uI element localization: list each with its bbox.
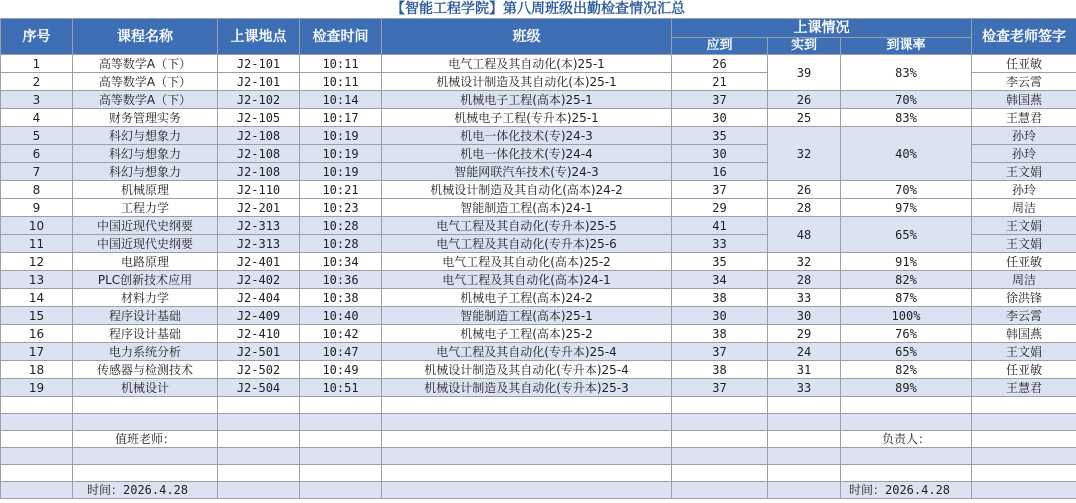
blank-cell [768, 414, 841, 431]
cell-seq: 18 [1, 361, 73, 379]
cell-course: 科幻与想象力 [73, 127, 218, 145]
cell-class: 机电一体化技术(专)24-4 [382, 145, 672, 163]
signature-row [1, 431, 1076, 448]
table-row [1, 379, 1076, 397]
cell-should: 37 [672, 91, 768, 109]
header-rate: 到课率 [841, 38, 972, 55]
blank-cell [382, 397, 672, 414]
blank-cell [218, 482, 300, 499]
cell-time: 10:49 [300, 361, 382, 379]
blank-cell [73, 465, 218, 482]
cell-actual-merged: 39 [768, 55, 841, 91]
cell-course: 高等数学A（下） [73, 91, 218, 109]
blank-cell [300, 397, 382, 414]
cell-seq: 4 [1, 109, 73, 127]
cell-actual: 29 [768, 325, 841, 343]
header-time: 检查时间 [300, 19, 382, 55]
cell-class: 智能制造工程(高本)24-1 [382, 199, 672, 217]
cell-rate: 70% [841, 91, 972, 109]
blank-cell [768, 448, 841, 465]
cell-seq: 15 [1, 307, 73, 325]
cell-location: J2-102 [218, 91, 300, 109]
blank-cell [768, 431, 841, 448]
cell-teacher: 任亚敏 [972, 253, 1076, 271]
cell-class: 电气工程及其自动化(高本)25-2 [382, 253, 672, 271]
cell-teacher: 徐洪锋 [972, 289, 1076, 307]
cell-actual: 32 [768, 253, 841, 271]
cell-time: 10:19 [300, 163, 382, 181]
cell-time: 10:47 [300, 343, 382, 361]
cell-actual: 33 [768, 289, 841, 307]
table-row [1, 289, 1076, 307]
cell-teacher: 韩国燕 [972, 91, 1076, 109]
cell-teacher: 孙玲 [972, 145, 1076, 163]
cell-time: 10:28 [300, 235, 382, 253]
cell-teacher: 王文娟 [972, 235, 1076, 253]
blank-cell [300, 431, 382, 448]
table-row [1, 307, 1076, 325]
cell-course: 材料力学 [73, 289, 218, 307]
cell-time: 10:21 [300, 181, 382, 199]
cell-location: J2-110 [218, 181, 300, 199]
cell-should: 33 [672, 235, 768, 253]
cell-location: J2-201 [218, 199, 300, 217]
cell-teacher: 韩国燕 [972, 325, 1076, 343]
cell-seq: 14 [1, 289, 73, 307]
cell-course: 传感器与检测技术 [73, 361, 218, 379]
cell-seq: 9 [1, 199, 73, 217]
cell-time: 10:36 [300, 271, 382, 289]
cell-should: 30 [672, 307, 768, 325]
cell-location: J2-409 [218, 307, 300, 325]
cell-time: 10:28 [300, 217, 382, 235]
cell-location: J2-313 [218, 217, 300, 235]
cell-teacher: 周洁 [972, 199, 1076, 217]
table-row [1, 127, 1076, 145]
blank-cell [73, 414, 218, 431]
cell-seq: 19 [1, 379, 73, 397]
blank-cell [768, 397, 841, 414]
cell-class: 机电一体化技术(专)24-3 [382, 127, 672, 145]
table-row [1, 199, 1076, 217]
responsible-label: 负责人： [841, 431, 972, 448]
cell-should: 30 [672, 145, 768, 163]
cell-should: 30 [672, 109, 768, 127]
attendance-table [0, 18, 1076, 499]
cell-teacher: 王文娟 [972, 163, 1076, 181]
cell-teacher: 任亚敏 [972, 361, 1076, 379]
cell-class: 电气工程及其自动化(专升本)25-6 [382, 235, 672, 253]
cell-actual: 31 [768, 361, 841, 379]
blank-cell [841, 414, 972, 431]
cell-class: 机械设计制造及其自动化(本)25-1 [382, 73, 672, 91]
sheet-title: 【智能工程学院】第八周班级出勤检查情况汇总 [391, 1, 685, 17]
header-should: 应到 [672, 38, 768, 55]
header-location: 上课地点 [218, 19, 300, 55]
cell-teacher: 周洁 [972, 271, 1076, 289]
cell-location: J2-108 [218, 145, 300, 163]
cell-seq: 17 [1, 343, 73, 361]
cell-rate: 97% [841, 199, 972, 217]
cell-course: 科幻与想象力 [73, 145, 218, 163]
cell-rate: 91% [841, 253, 972, 271]
cell-class: 机械设计制造及其自动化(专升本)25-4 [382, 361, 672, 379]
cell-rate: 89% [841, 379, 972, 397]
cell-should: 38 [672, 289, 768, 307]
cell-course: 电力系统分析 [73, 343, 218, 361]
cell-seq: 3 [1, 91, 73, 109]
cell-teacher: 王文娟 [972, 217, 1076, 235]
cell-should: 35 [672, 127, 768, 145]
blank-row [1, 448, 1076, 465]
cell-class: 机械设计制造及其自动化(专升本)25-3 [382, 379, 672, 397]
blank-cell [768, 465, 841, 482]
cell-actual: 26 [768, 181, 841, 199]
blank-cell [768, 482, 841, 499]
blank-cell [672, 397, 768, 414]
cell-seq: 16 [1, 325, 73, 343]
cell-should: 26 [672, 55, 768, 73]
blank-cell [1, 448, 73, 465]
blank-cell [1, 482, 73, 499]
cell-teacher: 孙玲 [972, 127, 1076, 145]
blank-cell [972, 397, 1076, 414]
cell-class: 机械电子工程(专升本)25-1 [382, 109, 672, 127]
header-teacher: 检查老师签字 [972, 19, 1076, 55]
cell-location: J2-501 [218, 343, 300, 361]
cell-location: J2-101 [218, 55, 300, 73]
cell-should: 38 [672, 361, 768, 379]
blank-cell [672, 482, 768, 499]
cell-location: J2-108 [218, 127, 300, 145]
blank-row [1, 414, 1076, 431]
table-row [1, 91, 1076, 109]
cell-location: J2-504 [218, 379, 300, 397]
table-row [1, 217, 1076, 235]
cell-teacher: 王文娟 [972, 343, 1076, 361]
cell-course: 机械设计 [73, 379, 218, 397]
cell-location: J2-502 [218, 361, 300, 379]
table-row [1, 253, 1076, 271]
cell-time: 10:11 [300, 73, 382, 91]
cell-time: 10:19 [300, 127, 382, 145]
cell-should: 37 [672, 379, 768, 397]
date-row [1, 482, 1076, 499]
cell-rate: 65% [841, 343, 972, 361]
cell-rate-merged: 65% [841, 217, 972, 253]
cell-should: 34 [672, 271, 768, 289]
blank-cell [218, 448, 300, 465]
blank-row [1, 465, 1076, 482]
blank-row [1, 397, 1076, 414]
duty-teacher-label: 值班老师： [73, 431, 218, 448]
blank-cell [1, 397, 73, 414]
cell-rate-merged: 40% [841, 127, 972, 181]
cell-actual: 28 [768, 199, 841, 217]
cell-seq: 13 [1, 271, 73, 289]
cell-course: 中国近现代史纲要 [73, 217, 218, 235]
cell-class: 智能网联汽车技术(专)24-3 [382, 163, 672, 181]
cell-class: 智能制造工程(高本)25-1 [382, 307, 672, 325]
cell-should: 35 [672, 253, 768, 271]
date-right: 时间：2026.4.28 [841, 482, 972, 499]
blank-cell [300, 465, 382, 482]
cell-should: 16 [672, 163, 768, 181]
cell-time: 10:17 [300, 109, 382, 127]
cell-seq: 12 [1, 253, 73, 271]
cell-location: J2-404 [218, 289, 300, 307]
table-row [1, 181, 1076, 199]
blank-cell [841, 448, 972, 465]
blank-cell [1, 431, 73, 448]
cell-course: 机械原理 [73, 181, 218, 199]
table-row [1, 109, 1076, 127]
cell-time: 10:11 [300, 55, 382, 73]
cell-teacher: 孙玲 [972, 181, 1076, 199]
cell-actual: 24 [768, 343, 841, 361]
header-attendance-group: 上课情况 [672, 19, 972, 38]
blank-cell [218, 397, 300, 414]
cell-actual: 30 [768, 307, 841, 325]
cell-location: J2-402 [218, 271, 300, 289]
cell-class: 机械电子工程(高本)25-1 [382, 91, 672, 109]
table-row [1, 343, 1076, 361]
header-seq: 序号 [1, 19, 73, 55]
header-class: 班级 [382, 19, 672, 55]
cell-rate: 82% [841, 271, 972, 289]
header-actual: 实到 [768, 38, 841, 55]
cell-time: 10:34 [300, 253, 382, 271]
blank-cell [300, 482, 382, 499]
cell-should: 29 [672, 199, 768, 217]
cell-location: J2-401 [218, 253, 300, 271]
cell-course: PLC创新技术应用 [73, 271, 218, 289]
cell-should: 37 [672, 343, 768, 361]
cell-actual: 33 [768, 379, 841, 397]
cell-actual: 28 [768, 271, 841, 289]
table-row [1, 325, 1076, 343]
cell-class: 电气工程及其自动化(专升本)25-4 [382, 343, 672, 361]
cell-teacher: 王慧君 [972, 379, 1076, 397]
date-left: 时间：2026.4.28 [73, 482, 218, 499]
blank-cell [672, 414, 768, 431]
blank-cell [382, 414, 672, 431]
cell-should: 37 [672, 181, 768, 199]
cell-location: J2-105 [218, 109, 300, 127]
cell-actual-merged: 48 [768, 217, 841, 253]
blank-cell [972, 414, 1076, 431]
cell-actual: 25 [768, 109, 841, 127]
cell-course: 中国近现代史纲要 [73, 235, 218, 253]
blank-cell [972, 482, 1076, 499]
blank-cell [672, 465, 768, 482]
cell-location: J2-410 [218, 325, 300, 343]
cell-course: 高等数学A（下） [73, 73, 218, 91]
cell-course: 高等数学A（下） [73, 55, 218, 73]
cell-seq: 1 [1, 55, 73, 73]
cell-class: 电气工程及其自动化(高本)24-1 [382, 271, 672, 289]
cell-seq: 5 [1, 127, 73, 145]
cell-seq: 7 [1, 163, 73, 181]
blank-cell [300, 414, 382, 431]
blank-cell [382, 465, 672, 482]
cell-rate: 100% [841, 307, 972, 325]
blank-cell [382, 448, 672, 465]
blank-cell [300, 448, 382, 465]
cell-class: 机械电子工程(高本)24-2 [382, 289, 672, 307]
cell-course: 工程力学 [73, 199, 218, 217]
cell-rate-merged: 83% [841, 55, 972, 91]
blank-cell [841, 397, 972, 414]
cell-class: 机械电子工程(高本)25-2 [382, 325, 672, 343]
cell-seq: 10 [1, 217, 73, 235]
cell-course: 程序设计基础 [73, 307, 218, 325]
cell-location: J2-313 [218, 235, 300, 253]
cell-teacher: 李云霄 [972, 307, 1076, 325]
cell-time: 10:14 [300, 91, 382, 109]
cell-seq: 6 [1, 145, 73, 163]
cell-time: 10:51 [300, 379, 382, 397]
blank-cell [218, 465, 300, 482]
cell-seq: 11 [1, 235, 73, 253]
blank-cell [841, 465, 972, 482]
blank-cell [972, 431, 1076, 448]
table-row [1, 361, 1076, 379]
cell-teacher: 王慧君 [972, 109, 1076, 127]
cell-class: 电气工程及其自动化(本)25-1 [382, 55, 672, 73]
cell-time: 10:23 [300, 199, 382, 217]
cell-should: 38 [672, 325, 768, 343]
blank-cell [972, 465, 1076, 482]
cell-should: 21 [672, 73, 768, 91]
blank-cell [382, 431, 672, 448]
cell-course: 程序设计基础 [73, 325, 218, 343]
blank-cell [1, 465, 73, 482]
cell-class: 机械设计制造及其自动化(高本)24-2 [382, 181, 672, 199]
blank-cell [73, 448, 218, 465]
cell-time: 10:42 [300, 325, 382, 343]
cell-teacher: 李云霄 [972, 73, 1076, 91]
cell-rate: 83% [841, 109, 972, 127]
cell-seq: 2 [1, 73, 73, 91]
cell-time: 10:40 [300, 307, 382, 325]
cell-should: 41 [672, 217, 768, 235]
cell-location: J2-101 [218, 73, 300, 91]
cell-seq: 8 [1, 181, 73, 199]
table-row [1, 55, 1076, 73]
cell-rate: 87% [841, 289, 972, 307]
cell-course: 科幻与想象力 [73, 163, 218, 181]
cell-time: 10:19 [300, 145, 382, 163]
header-course: 课程名称 [73, 19, 218, 55]
blank-cell [972, 448, 1076, 465]
table-row [1, 271, 1076, 289]
blank-cell [672, 431, 768, 448]
cell-location: J2-108 [218, 163, 300, 181]
cell-teacher: 任亚敏 [972, 55, 1076, 73]
blank-cell [382, 482, 672, 499]
cell-course: 财务管理实务 [73, 109, 218, 127]
cell-course: 电路原理 [73, 253, 218, 271]
cell-actual: 26 [768, 91, 841, 109]
blank-cell [73, 397, 218, 414]
blank-cell [218, 414, 300, 431]
cell-actual-merged: 32 [768, 127, 841, 181]
blank-cell [1, 414, 73, 431]
cell-rate: 76% [841, 325, 972, 343]
cell-time: 10:38 [300, 289, 382, 307]
cell-class: 电气工程及其自动化(专升本)25-5 [382, 217, 672, 235]
cell-rate: 70% [841, 181, 972, 199]
blank-cell [672, 448, 768, 465]
blank-cell [218, 431, 300, 448]
cell-rate: 82% [841, 361, 972, 379]
